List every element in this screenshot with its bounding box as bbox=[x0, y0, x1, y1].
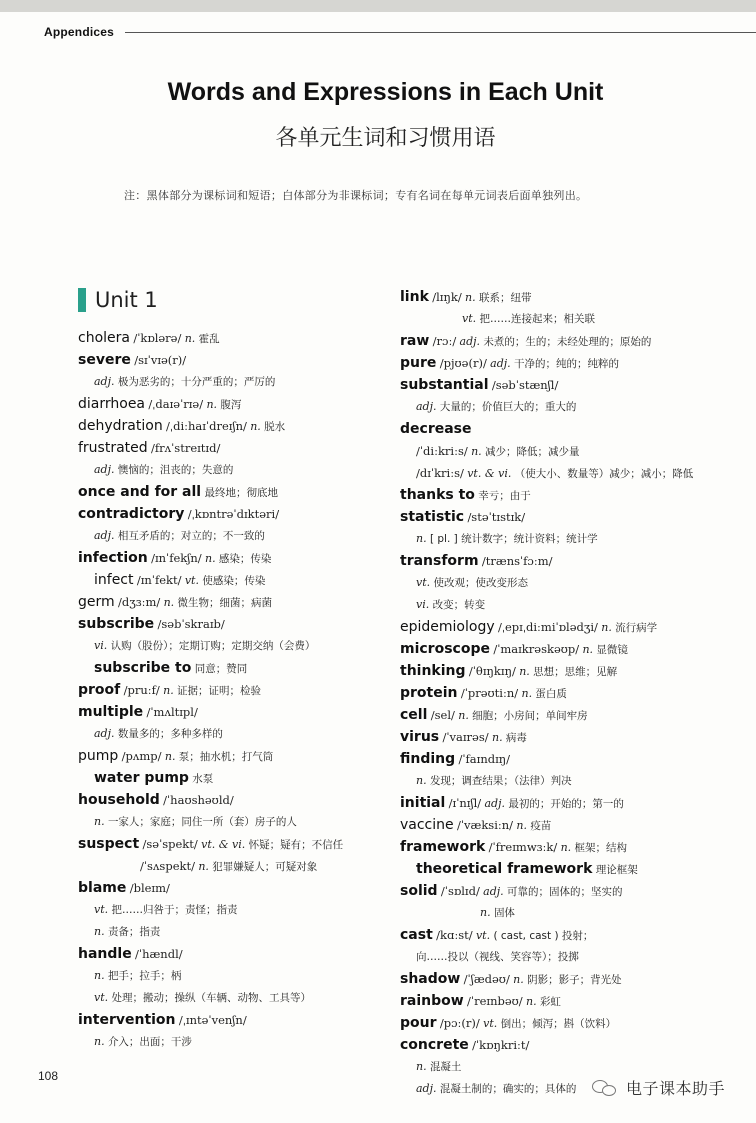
headword: cast bbox=[400, 927, 433, 943]
definition: 使感染；传染 bbox=[202, 575, 266, 587]
sense-line bbox=[78, 635, 388, 657]
headword: once and for all bbox=[78, 484, 202, 500]
headword: statistic bbox=[400, 509, 465, 525]
entry-line bbox=[400, 814, 750, 836]
headword: epidemiology bbox=[400, 619, 495, 635]
phonetic: /ˈvæksiːn/ bbox=[456, 818, 514, 832]
definition: 细胞；小房间；单间牢房 bbox=[472, 710, 588, 722]
entry-line bbox=[400, 792, 750, 814]
part-of-speech: vt. & vi. bbox=[467, 467, 512, 480]
part-of-speech: n. bbox=[471, 445, 482, 458]
entry-line bbox=[78, 789, 388, 811]
part-of-speech: vt. bbox=[462, 312, 477, 325]
definition: 介入；出面；干涉 bbox=[107, 1036, 192, 1048]
part-of-speech: adj. bbox=[416, 1082, 437, 1095]
entry-line bbox=[78, 701, 388, 723]
entry-line bbox=[400, 330, 750, 352]
entry-line bbox=[400, 704, 750, 726]
entry-line bbox=[78, 657, 388, 679]
phonetic: /frʌˈstreɪtɪd/ bbox=[151, 441, 221, 455]
part-of-speech: n. bbox=[465, 291, 476, 304]
part-of-speech: n. bbox=[521, 687, 533, 700]
entry-line bbox=[78, 591, 388, 613]
headword: infection bbox=[78, 550, 148, 566]
sense-line bbox=[78, 723, 388, 745]
definition: [ pl. ] 统计数字；统计资料；统计学 bbox=[429, 533, 598, 545]
definition: 倒出；倾泻；斟（饮料） bbox=[500, 1018, 617, 1030]
headword: theoretical framework bbox=[416, 861, 593, 877]
definition: 理论框架 bbox=[595, 864, 638, 876]
part-of-speech: vt. bbox=[416, 576, 431, 589]
entry-line bbox=[78, 393, 388, 415]
phonetic: /dɪˈkriːs/ bbox=[416, 466, 464, 480]
headword: substantial bbox=[400, 377, 489, 393]
headword: infect bbox=[94, 572, 134, 588]
phonetic: /ˈvaɪrəs/ bbox=[442, 730, 489, 744]
headword: solid bbox=[400, 883, 438, 899]
entry-line bbox=[400, 836, 750, 858]
definition: 微生物；细菌；病菌 bbox=[177, 597, 273, 609]
phonetic: /ˈkɒlərə/ bbox=[133, 331, 182, 345]
headword: diarrhoea bbox=[78, 396, 146, 412]
phonetic: /ˈsʌspekt/ bbox=[140, 859, 195, 873]
entry-line bbox=[78, 437, 388, 459]
entry-line bbox=[78, 349, 388, 371]
definition: 证据；证明；检验 bbox=[177, 685, 262, 697]
part-of-speech: vi. bbox=[416, 598, 430, 611]
headword: blame bbox=[78, 880, 127, 896]
definition: 思想；思维；见解 bbox=[533, 666, 618, 678]
headword: pour bbox=[400, 1015, 437, 1031]
headword: frustrated bbox=[78, 440, 148, 456]
legend-note: 注：黑体部分为课标词和短语；白体部分为非课标词；专有名词在每单元词表后面单独列出。 bbox=[124, 189, 588, 202]
entry-line bbox=[78, 943, 388, 965]
word-list-left bbox=[78, 327, 388, 1053]
definition: 流行病学 bbox=[615, 622, 658, 634]
phonetic: /bleɪm/ bbox=[129, 881, 170, 895]
entry-line bbox=[400, 638, 750, 660]
headword: dehydration bbox=[78, 418, 163, 434]
entry-line bbox=[400, 858, 750, 880]
sense-line bbox=[400, 946, 750, 968]
headword: shadow bbox=[400, 971, 461, 987]
sense-line bbox=[400, 770, 750, 792]
definition: 一家人；家庭；同住一所（套）房子的人 bbox=[107, 816, 297, 828]
part-of-speech: n. bbox=[416, 774, 427, 787]
headword: raw bbox=[400, 333, 430, 349]
headword: concrete bbox=[400, 1037, 469, 1053]
sense-line bbox=[400, 396, 750, 418]
headword: transform bbox=[400, 553, 479, 569]
phonetic: /ˈsɒlɪd/ bbox=[440, 884, 480, 898]
chat-bubbles-icon bbox=[592, 1078, 620, 1098]
sense-line bbox=[78, 855, 388, 877]
definition: 同意；赞同 bbox=[194, 663, 248, 675]
part-of-speech: adj. bbox=[94, 375, 115, 388]
part-of-speech: n. bbox=[163, 684, 174, 697]
phonetic: /rɔː/ bbox=[432, 334, 457, 348]
sense-line bbox=[400, 572, 750, 594]
phonetic: /ˈhændl/ bbox=[135, 947, 183, 961]
definition: 联系；纽带 bbox=[478, 292, 532, 304]
entry-line bbox=[400, 1012, 750, 1034]
headword: handle bbox=[78, 946, 132, 962]
page-title-zh: 各单元生词和习惯用语 bbox=[275, 126, 496, 151]
definition: 干净的；纯的；纯粹的 bbox=[514, 358, 620, 370]
phonetic: /ˈkɒŋkriːt/ bbox=[472, 1038, 530, 1052]
definition: （使大小、数量等）减少；减小；降低 bbox=[514, 468, 694, 480]
entry-line bbox=[400, 880, 750, 902]
sense-line bbox=[78, 987, 388, 1009]
entry-line bbox=[400, 484, 750, 506]
part-of-speech: adj. bbox=[94, 463, 115, 476]
sense-line bbox=[400, 594, 750, 616]
definition: 固体 bbox=[493, 907, 515, 919]
phonetic: /pʌmp/ bbox=[121, 749, 162, 763]
part-of-speech: vt. bbox=[94, 991, 109, 1004]
headword: vaccine bbox=[400, 817, 454, 833]
part-of-speech: n. bbox=[94, 969, 105, 982]
entry-line bbox=[78, 415, 388, 437]
entry-line bbox=[78, 547, 388, 569]
sense-line bbox=[78, 459, 388, 481]
entry-line bbox=[400, 682, 750, 704]
definition: 犯罪嫌疑人；可疑对象 bbox=[212, 861, 318, 873]
part-of-speech: n. bbox=[163, 596, 175, 609]
definition: 幸亏；由于 bbox=[478, 490, 531, 502]
part-of-speech: n. bbox=[184, 332, 196, 345]
phonetic: /stəˈtɪstɪk/ bbox=[467, 510, 526, 524]
entry-line bbox=[78, 745, 388, 767]
entry-line bbox=[400, 374, 750, 396]
definition: 阴影；影子；背光处 bbox=[527, 974, 622, 986]
entry-line bbox=[78, 877, 388, 899]
sense-line bbox=[78, 899, 388, 921]
part-of-speech: adj. bbox=[490, 357, 511, 370]
entry-line bbox=[78, 767, 388, 789]
headword: subscribe to bbox=[94, 660, 192, 676]
part-of-speech: n. bbox=[480, 906, 491, 919]
part-of-speech: n. bbox=[560, 841, 572, 854]
headword: household bbox=[78, 792, 160, 808]
part-of-speech: vt. bbox=[475, 929, 491, 942]
phonetic: /ˈdiːkriːs/ bbox=[416, 444, 468, 458]
sense-line bbox=[400, 462, 750, 484]
phonetic: /pjʊə(r)/ bbox=[439, 356, 487, 370]
part-of-speech: n. bbox=[204, 552, 216, 565]
entry-line bbox=[78, 833, 388, 855]
part-of-speech: n. bbox=[416, 532, 427, 545]
sense-line bbox=[400, 440, 750, 462]
phonetic: /ɪˈnɪʃl/ bbox=[448, 796, 482, 810]
part-of-speech: adj. bbox=[94, 727, 115, 740]
definition: 框架；结构 bbox=[574, 842, 628, 854]
phonetic: /ˌdiːhaɪˈdreɪʃn/ bbox=[166, 419, 247, 433]
phonetic: /ˈprəʊtiːn/ bbox=[460, 686, 519, 700]
headword: thinking bbox=[400, 663, 466, 679]
definition: 霍乱 bbox=[198, 333, 220, 345]
phonetic: /ˌdaɪəˈrɪə/ bbox=[148, 397, 204, 411]
headword: decrease bbox=[400, 421, 472, 437]
definition: 把……归咎于；责怪；指责 bbox=[111, 904, 238, 916]
phonetic: /ˈfreɪmwɜːk/ bbox=[488, 840, 558, 854]
definition: 责备；指责 bbox=[107, 926, 161, 938]
headword: suspect bbox=[78, 836, 140, 852]
definition: 相互矛盾的；对立的；不一致的 bbox=[117, 530, 265, 542]
part-of-speech: n. bbox=[491, 731, 503, 744]
phonetic: /ˈʃædəʊ/ bbox=[463, 972, 510, 986]
entry-line bbox=[400, 616, 750, 638]
definition: 改变；转变 bbox=[432, 599, 486, 611]
definition: 彩虹 bbox=[539, 996, 561, 1008]
definition: 脱水 bbox=[264, 421, 286, 433]
part-of-speech: n. bbox=[94, 815, 105, 828]
top-band bbox=[0, 0, 756, 12]
page-number: 108 bbox=[38, 1069, 59, 1083]
phonetic: /ˈθɪŋkɪŋ/ bbox=[468, 664, 516, 678]
headword: rainbow bbox=[400, 993, 464, 1009]
entry-line bbox=[400, 726, 750, 748]
headword: cell bbox=[400, 707, 428, 723]
phonetic: /pɔː(r)/ bbox=[439, 1016, 480, 1030]
definition: 怀疑；疑有；不信任 bbox=[248, 839, 344, 851]
part-of-speech: n. bbox=[601, 621, 612, 634]
phonetic: /sɪˈvɪə(r)/ bbox=[134, 353, 187, 367]
sense-line bbox=[78, 921, 388, 943]
phonetic: /səbˈstænʃl/ bbox=[491, 378, 559, 392]
part-of-speech: n. bbox=[206, 398, 218, 411]
phonetic: /pruːf/ bbox=[123, 683, 160, 697]
definition: 处理；搬动；操纵（车辆、动物、工具等） bbox=[111, 992, 311, 1004]
entry-line bbox=[78, 503, 388, 525]
page-title-en: Words and Expressions in Each Unit bbox=[167, 78, 604, 106]
part-of-speech: vt. & vi. bbox=[201, 838, 246, 851]
entry-line bbox=[78, 1009, 388, 1031]
part-of-speech: n. bbox=[198, 860, 209, 873]
entry-line bbox=[78, 481, 388, 503]
definition: 最终地；彻底地 bbox=[204, 487, 278, 499]
headword: germ bbox=[78, 594, 115, 610]
part-of-speech: vt. bbox=[184, 574, 199, 587]
part-of-speech: n. bbox=[513, 973, 524, 986]
word-list-right bbox=[400, 286, 750, 1100]
sense-line bbox=[78, 371, 388, 393]
definition: 感染；传染 bbox=[218, 553, 272, 565]
headword: pure bbox=[400, 355, 437, 371]
phonetic: /ˈreɪnbəʊ/ bbox=[467, 994, 523, 1008]
definition: 蛋白质 bbox=[535, 688, 567, 700]
entry-line bbox=[400, 550, 750, 572]
entry-line bbox=[78, 679, 388, 701]
phonetic: /ˈfaɪndɪŋ/ bbox=[458, 752, 511, 766]
definition: ( cast, cast ) 投射； bbox=[493, 930, 594, 942]
headword: link bbox=[400, 289, 429, 305]
definition: 未煮的；生的；未经处理的；原始的 bbox=[483, 336, 652, 348]
unit-accent-bar bbox=[78, 288, 86, 312]
definition: 混凝土制的；确实的；具体的 bbox=[439, 1083, 577, 1095]
phonetic: /ˌɪntəˈvenʃn/ bbox=[178, 1013, 247, 1027]
entry-line bbox=[400, 506, 750, 528]
headword: proof bbox=[78, 682, 121, 698]
definition: 显微镜 bbox=[596, 644, 628, 656]
part-of-speech: n. bbox=[94, 925, 105, 938]
header-rule bbox=[125, 32, 756, 33]
watermark bbox=[592, 1076, 725, 1099]
definition: 极为恶劣的；十分严重的；严厉的 bbox=[117, 376, 276, 388]
sense-line bbox=[400, 308, 750, 330]
definition: 把……连接起来；相关联 bbox=[479, 313, 595, 325]
entry-line bbox=[400, 924, 750, 946]
definition: 病毒 bbox=[505, 732, 527, 744]
phonetic: /səbˈskraɪb/ bbox=[157, 617, 225, 631]
part-of-speech: n. bbox=[250, 420, 261, 433]
definition: 向……投以（视线、笑容等）；投掷 bbox=[416, 951, 579, 963]
part-of-speech: adj. bbox=[484, 797, 505, 810]
headword: finding bbox=[400, 751, 456, 767]
definition: 大量的；价值巨大的；重大的 bbox=[439, 401, 577, 413]
headword: microscope bbox=[400, 641, 490, 657]
part-of-speech: adj. bbox=[94, 529, 115, 542]
entry-line bbox=[400, 660, 750, 682]
definition: 把手；拉手；柄 bbox=[107, 970, 182, 982]
entry-line bbox=[400, 748, 750, 770]
section-label: Appendices bbox=[44, 25, 115, 39]
phonetic: /lɪŋk/ bbox=[432, 290, 462, 304]
part-of-speech: vi. bbox=[94, 639, 108, 652]
headword: initial bbox=[400, 795, 446, 811]
definition: 最初的；开始的；第一的 bbox=[508, 798, 624, 810]
definition: 可靠的；固体的；坚实的 bbox=[507, 886, 623, 898]
entry-line bbox=[78, 327, 388, 349]
definition: 发现；调查结果；（法律）判决 bbox=[429, 775, 572, 787]
part-of-speech: n. bbox=[416, 1060, 427, 1073]
entry-line bbox=[78, 613, 388, 635]
phonetic: /ˌepɪˌdiːmiˈɒlədʒi/ bbox=[497, 620, 598, 634]
part-of-speech: vt. bbox=[483, 1017, 498, 1030]
entry-line bbox=[400, 418, 750, 440]
unit-title: Unit 1 bbox=[95, 288, 158, 312]
sense-line bbox=[400, 528, 750, 550]
phonetic: /kɑːst/ bbox=[436, 928, 473, 942]
part-of-speech: vt. bbox=[94, 903, 109, 916]
headword: water pump bbox=[94, 770, 189, 786]
sense-line bbox=[78, 1031, 388, 1053]
headword: framework bbox=[400, 839, 486, 855]
entry-line bbox=[400, 286, 750, 308]
part-of-speech: n. bbox=[526, 995, 537, 1008]
headword: subscribe bbox=[78, 616, 155, 632]
definition: 疫苗 bbox=[530, 820, 552, 832]
definition: 数量多的；多种多样的 bbox=[117, 728, 223, 740]
part-of-speech: adj. bbox=[416, 400, 437, 413]
part-of-speech: adj. bbox=[459, 335, 481, 348]
entry-line bbox=[400, 352, 750, 374]
phonetic: /ˈmaɪkrəskəʊp/ bbox=[493, 642, 580, 656]
headword: virus bbox=[400, 729, 440, 745]
headword: protein bbox=[400, 685, 458, 701]
part-of-speech: n. bbox=[458, 709, 469, 722]
definition: 认购（股份）；定期订购；定期交纳（会费） bbox=[110, 640, 316, 652]
definition: 水泵 bbox=[192, 773, 214, 785]
definition: 腹泻 bbox=[220, 399, 242, 411]
part-of-speech: adj. bbox=[483, 885, 504, 898]
part-of-speech: n. bbox=[94, 1035, 105, 1048]
watermark-text: 电子课本助手 bbox=[626, 1079, 726, 1098]
definition: 减少；降低；减少量 bbox=[485, 446, 580, 458]
entry-line bbox=[400, 990, 750, 1012]
headword: pump bbox=[78, 748, 119, 764]
sense-line bbox=[78, 525, 388, 547]
phonetic: /dʒɜːm/ bbox=[118, 595, 161, 609]
phonetic: /ɪnˈfekt/ bbox=[136, 573, 182, 587]
headword: severe bbox=[78, 352, 131, 368]
headword: contradictory bbox=[78, 506, 185, 522]
unit-heading bbox=[78, 287, 158, 313]
definition: 使改观；使改变形态 bbox=[433, 577, 528, 589]
phonetic: /trænsˈfɔːm/ bbox=[481, 554, 553, 568]
entry-line bbox=[78, 569, 388, 591]
entry-line bbox=[400, 968, 750, 990]
headword: intervention bbox=[78, 1012, 176, 1028]
definition: 泵；抽水机；打气筒 bbox=[178, 751, 274, 763]
definition: 懊恼的；沮丧的；失意的 bbox=[117, 464, 234, 476]
headword: cholera bbox=[78, 330, 130, 346]
phonetic: /sel/ bbox=[430, 708, 455, 722]
sense-line bbox=[400, 902, 750, 924]
sense-line bbox=[78, 965, 388, 987]
entry-line bbox=[400, 1034, 750, 1056]
phonetic: /ɪnˈfekʃn/ bbox=[151, 551, 202, 565]
part-of-speech: n. bbox=[519, 665, 530, 678]
part-of-speech: n. bbox=[516, 819, 527, 832]
definition: 混凝土 bbox=[429, 1061, 462, 1073]
phonetic: /ˈmʌltɪpl/ bbox=[146, 705, 198, 719]
headword: thanks to bbox=[400, 487, 475, 503]
sense-line bbox=[78, 811, 388, 833]
sense-line bbox=[400, 1056, 750, 1078]
phonetic: /səˈspekt/ bbox=[142, 837, 198, 851]
headword: multiple bbox=[78, 704, 144, 720]
phonetic: /ˈhaʊshəʊld/ bbox=[163, 793, 234, 807]
part-of-speech: n. bbox=[582, 643, 594, 656]
phonetic: /ˌkɒntrəˈdɪktəri/ bbox=[187, 507, 280, 521]
part-of-speech: n. bbox=[164, 750, 176, 763]
